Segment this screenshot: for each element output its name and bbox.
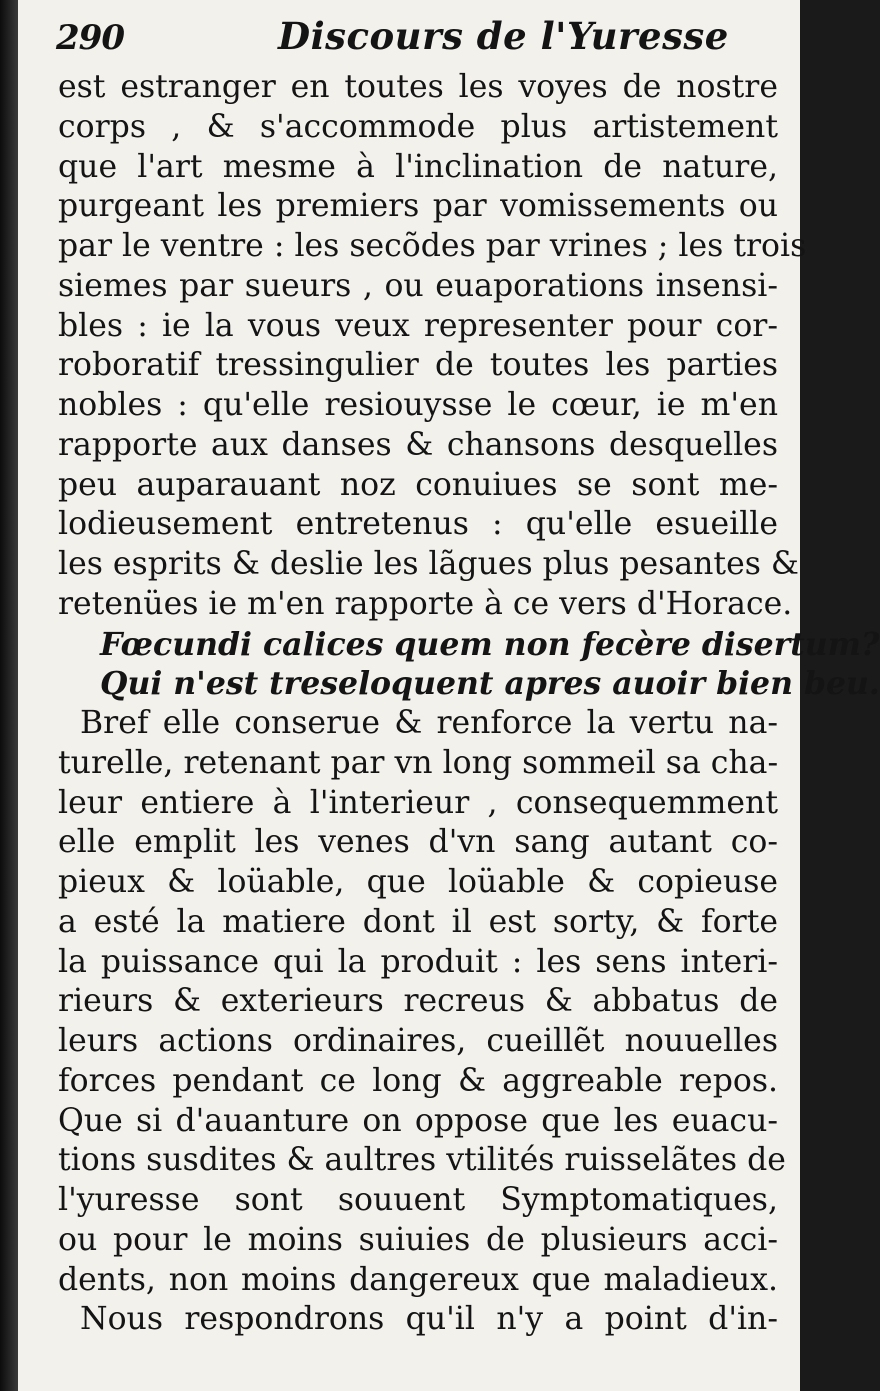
- book-page: [18, 0, 880, 1391]
- text-line: a esté la matiere dont il est sorty, & forte: [58, 903, 778, 940]
- text-line: peu auparauant noz conuiues se sont me-: [58, 466, 778, 503]
- text-line: l'yuresse sont souuent Symptomatiques,: [58, 1182, 778, 1218]
- text-line: forces pendant ce long & aggreable repos.: [58, 1062, 778, 1099]
- text-line: que l'art mesme à l'inclination de nature,: [58, 148, 778, 185]
- text-line: pieux & loüable, que loüable & copieuse: [58, 864, 778, 900]
- text-line: leurs actions ordinaires, cueillẽt nouuelles: [58, 1023, 778, 1059]
- verse-line: Fœcundi calices quem non fecère disertum?: [100, 625, 880, 663]
- text-line: roboratif tressingulier de toutes les parties: [58, 347, 778, 384]
- text-line: Bref elle conserue & renforce la vertu na-: [80, 705, 778, 741]
- text-line: dents, non moins dangereux que maladieux.: [58, 1261, 778, 1298]
- text-body: [58, 68, 880, 1340]
- text-line: les esprits & deslie les lãgues plus pesantes &: [58, 546, 799, 582]
- running-title: Discours de l'Yuresse: [278, 14, 729, 58]
- text-line: Que si d'auanture on oppose que les euacu-: [58, 1102, 778, 1139]
- page-header: [56, 12, 796, 62]
- text-line: nobles : qu'elle resiouysse le cœur, ie m'en: [58, 387, 778, 423]
- text-line: purgeant les premiers par vomissements ou: [58, 188, 778, 225]
- text-line: rieurs & exterieurs recreus & abbatus de: [58, 983, 778, 1020]
- verse-line: Qui n'est treseloquent apres auoir bien beu.: [100, 665, 880, 703]
- text-line: bles : ie la vous veux representer pour cor-: [58, 307, 778, 344]
- text-line: est estranger en toutes les voyes de nostre: [58, 69, 778, 105]
- text-line: la puissance qui la produit : les sens interi-: [58, 943, 778, 980]
- text-line: siemes par sueurs , ou euaporations insensi-: [58, 267, 778, 304]
- text-line: leur entiere à l'interieur , consequemment: [58, 784, 778, 821]
- text-line: Nous respondrons qu'il n'y a point d'in-: [80, 1301, 778, 1338]
- text-line: turelle, retenant par vn long sommeil sa cha-: [58, 744, 779, 781]
- page-number: 290: [56, 18, 124, 58]
- text-line: par le ventre : les secõdes par vrines ; les trois: [58, 228, 807, 264]
- text-line: corps , & s'accommode plus artistement: [58, 108, 778, 145]
- text-line: rapporte aux danses & chansons desquelles: [58, 426, 778, 463]
- text-line: tions susdites & aultres vtilités ruisselãtes de: [58, 1142, 786, 1179]
- text-line: elle emplit les venes d'vn sang autant co-: [58, 824, 778, 861]
- page-gutter-shadow: [0, 0, 18, 1391]
- text-line: retenües ie m'en rapporte à ce vers d'Horace.: [58, 585, 793, 622]
- text-line: lodieusement entretenus : qu'elle esueille: [58, 506, 778, 543]
- text-line: ou pour le moins suiuies de plusieurs acci-: [58, 1221, 778, 1258]
